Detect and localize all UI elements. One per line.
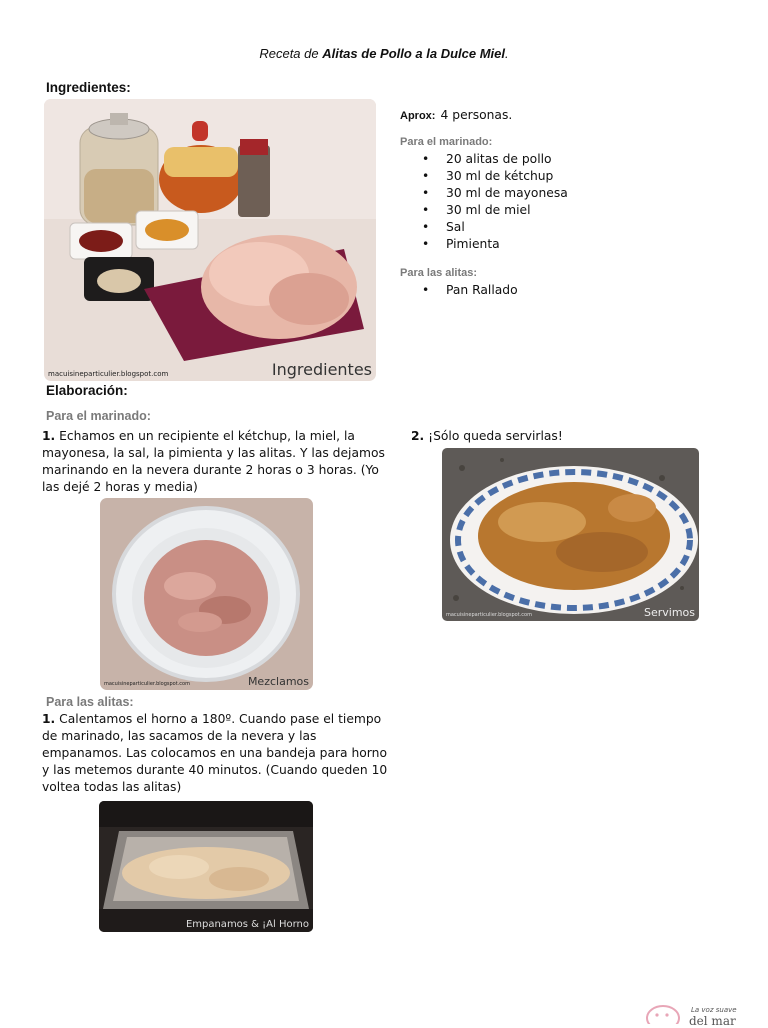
steps-alitas-heading: Para las alitas: [46, 695, 134, 709]
mezclamos-photo [100, 498, 313, 690]
step-number: 2. [411, 429, 425, 443]
alitas-heading: Para las alitas: [400, 267, 478, 279]
horno-photo-caption: Empanamos & ¡Al Horno [185, 919, 309, 930]
alitas-item: • Pan Rallado [400, 282, 700, 299]
ingredientes-photo-caption: Ingredientes [271, 360, 372, 379]
ingredientes-photo [44, 99, 376, 381]
step-text: Echamos en un recipiente el kétchup, la miel, la mayonesa, la sal, la pimienta y las alitas. Y las dejamos marinando en la nevera durante 2 horas o 3 horas. (Yo las dejé 2 horas y media) [42, 429, 385, 494]
servimos-photo-caption: Servimos [643, 606, 695, 619]
servimos-photo [442, 448, 699, 621]
marinado-item: • Pimienta [400, 236, 700, 253]
marinado-heading: Para el marinado: [400, 136, 493, 148]
servings-label: Aprox: [400, 110, 436, 122]
steps-marinado-heading: Para el marinado: [46, 409, 151, 423]
marinado-list [400, 151, 700, 253]
title-name: Alitas de Pollo a la Dulce Miel [322, 46, 506, 61]
marinado-item: • 30 ml de miel [400, 202, 700, 219]
servings [400, 104, 512, 124]
horno-photo [99, 801, 313, 932]
marinado-item: • 30 ml de mayonesa [400, 185, 700, 202]
title-suffix: . [505, 46, 509, 61]
mezclamos-photo-credit: macuisineparticulier.blogspot.com [104, 681, 190, 687]
marinado-item: • 30 ml de kétchup [400, 168, 700, 185]
ingredientes-heading: Ingredientes: [46, 80, 131, 95]
mezclamos-photo-caption: Mezclamos [247, 675, 309, 688]
servimos-photo-credit: macuisineparticulier.blogspot.com [446, 612, 532, 618]
alitas-list [400, 282, 700, 299]
alitas-step-1 [42, 711, 394, 796]
ingredientes-photo-credit: macuisineparticulier.blogspot.com [48, 370, 169, 378]
servings-value: 4 personas. [440, 108, 513, 122]
step-number: 1. [42, 429, 56, 443]
pig-icon [645, 1000, 685, 1024]
elaboracion-heading: Elaboración: [46, 383, 128, 398]
marinado-step-1 [42, 428, 394, 496]
step-number: 1. [42, 712, 56, 726]
recipe-title [0, 46, 768, 61]
step-2 [411, 428, 563, 445]
title-prefix: Receta de [259, 46, 319, 61]
marinado-item: • Sal [400, 219, 700, 236]
step-text: Calentamos el horno a 180º. Cuando pase el tiempo de marinado, las sacamos de la nevera y las empanamos. Las colocamos en una bandeja para horno y las metemos durante 40 minutos. (Cuando queden 10 voltea todas las alitas) [42, 712, 388, 794]
logo-line-1: La voz suave [691, 1006, 737, 1014]
marinado-item: • 20 alitas de pollo [400, 151, 700, 168]
step-text: ¡Sólo queda servirlas! [428, 429, 563, 443]
site-logo [645, 1000, 755, 1028]
logo-line-2: del mar [689, 1014, 736, 1028]
